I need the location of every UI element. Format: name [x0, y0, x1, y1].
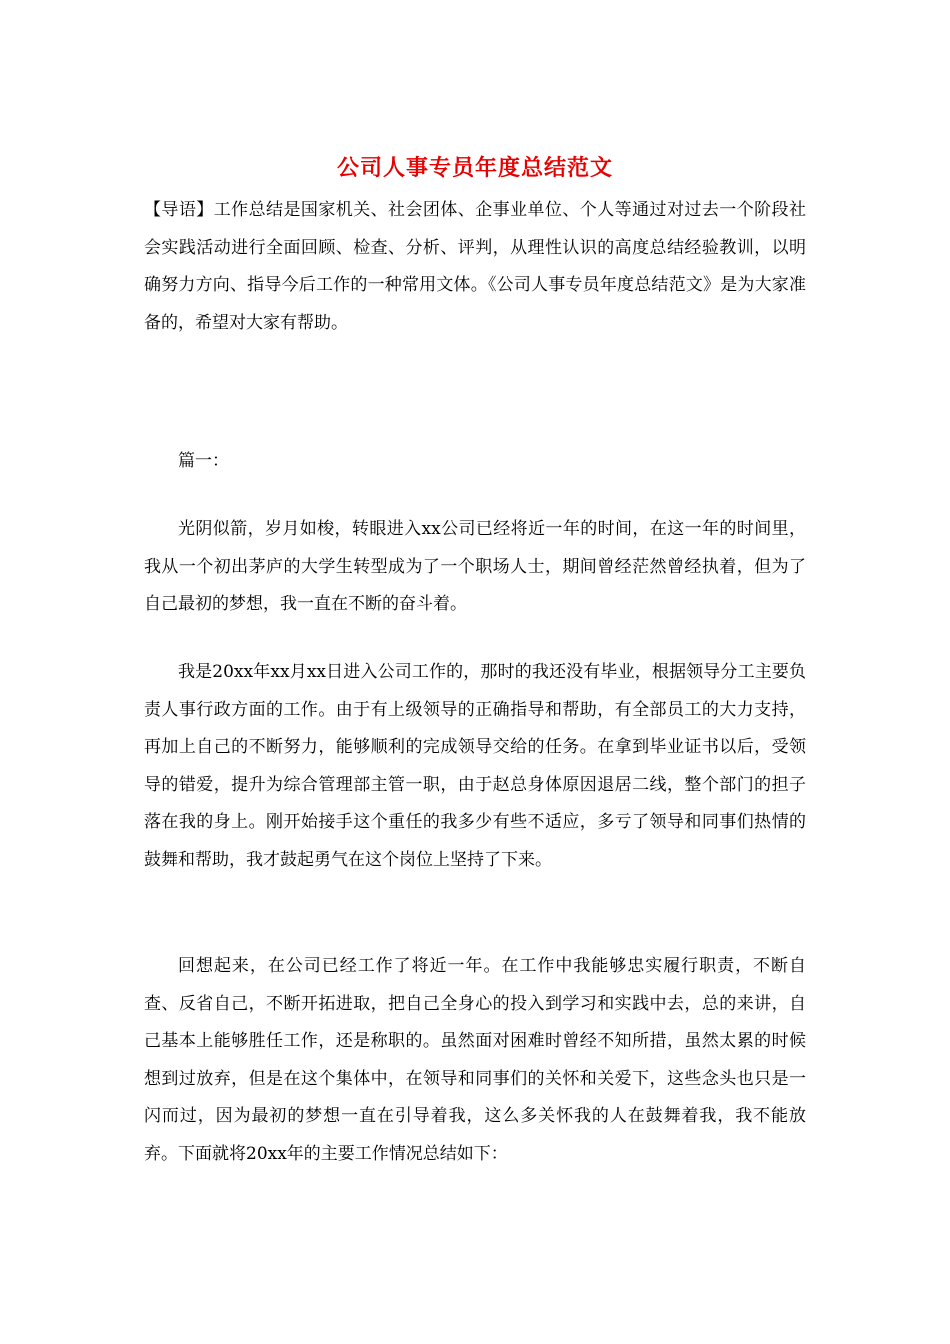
section-heading: 篇一：	[178, 451, 229, 471]
body-paragraph: 回想起来，在公司已经工作了将近一年。在工作中我能够忠实履行职责，不断自查、反省自己，不断开拓进取，把自己全身心的投入到学习和实践中去，总的来讲，自己基本上能够胜任工作，还是称职的。虽然面对困难时曾经不知所措，虽然太累的时候想到过放弃，但是在这个集体中，在领导和同事们的关怀和关爱下，这些念头也只是一闪而过，因为最初的梦想一直在引导着我，这么多关怀我的人在鼓舞着我，我不能放弃。下面就将20xx年的主要工作情况总结如下：	[144, 956, 806, 1164]
intro-paragraph: 【导语】工作总结是国家机关、社会团体、企事业单位、个人等通过对过去一个阶段社会实践活动进行全面回顾、检查、分析、评判，从理性认识的高度总结经验教训，以明确努力方向、指导今后工作的一种常用文体。《公司人事专员年度总结范文》是为大家准备的，希望对大家有帮助。	[144, 200, 806, 333]
body-paragraph: 我是20xx年xx月xx日进入公司工作的，那时的我还没有毕业，根据领导分工主要负责人事行政方面的工作。由于有上级领导的正确指导和帮助，有全部员工的大力支持，再加上自己的不断努力，能够顺利的完成领导交给的任务。在拿到毕业证书以后，受领导的错爱，提升为综合管理部主管一职，由于赵总身体原因退居二线，整个部门的担子落在我的身上。刚开始接手这个重任的我多少有些不适应，多亏了领导和同事们热情的鼓舞和帮助，我才鼓起勇气在这个岗位上坚持了下来。	[144, 662, 806, 870]
body-paragraph: 光阴似箭，岁月如梭，转眼进入xx公司已经将近一年的时间，在这一年的时间里，我从一个初出茅庐的大学生转型成为了一个职场人士，期间曾经茫然曾经执着，但为了自己最初的梦想，我一直在不断的奋斗着。	[144, 519, 806, 614]
document-title: 公司人事专员年度总结范文	[336, 155, 613, 181]
